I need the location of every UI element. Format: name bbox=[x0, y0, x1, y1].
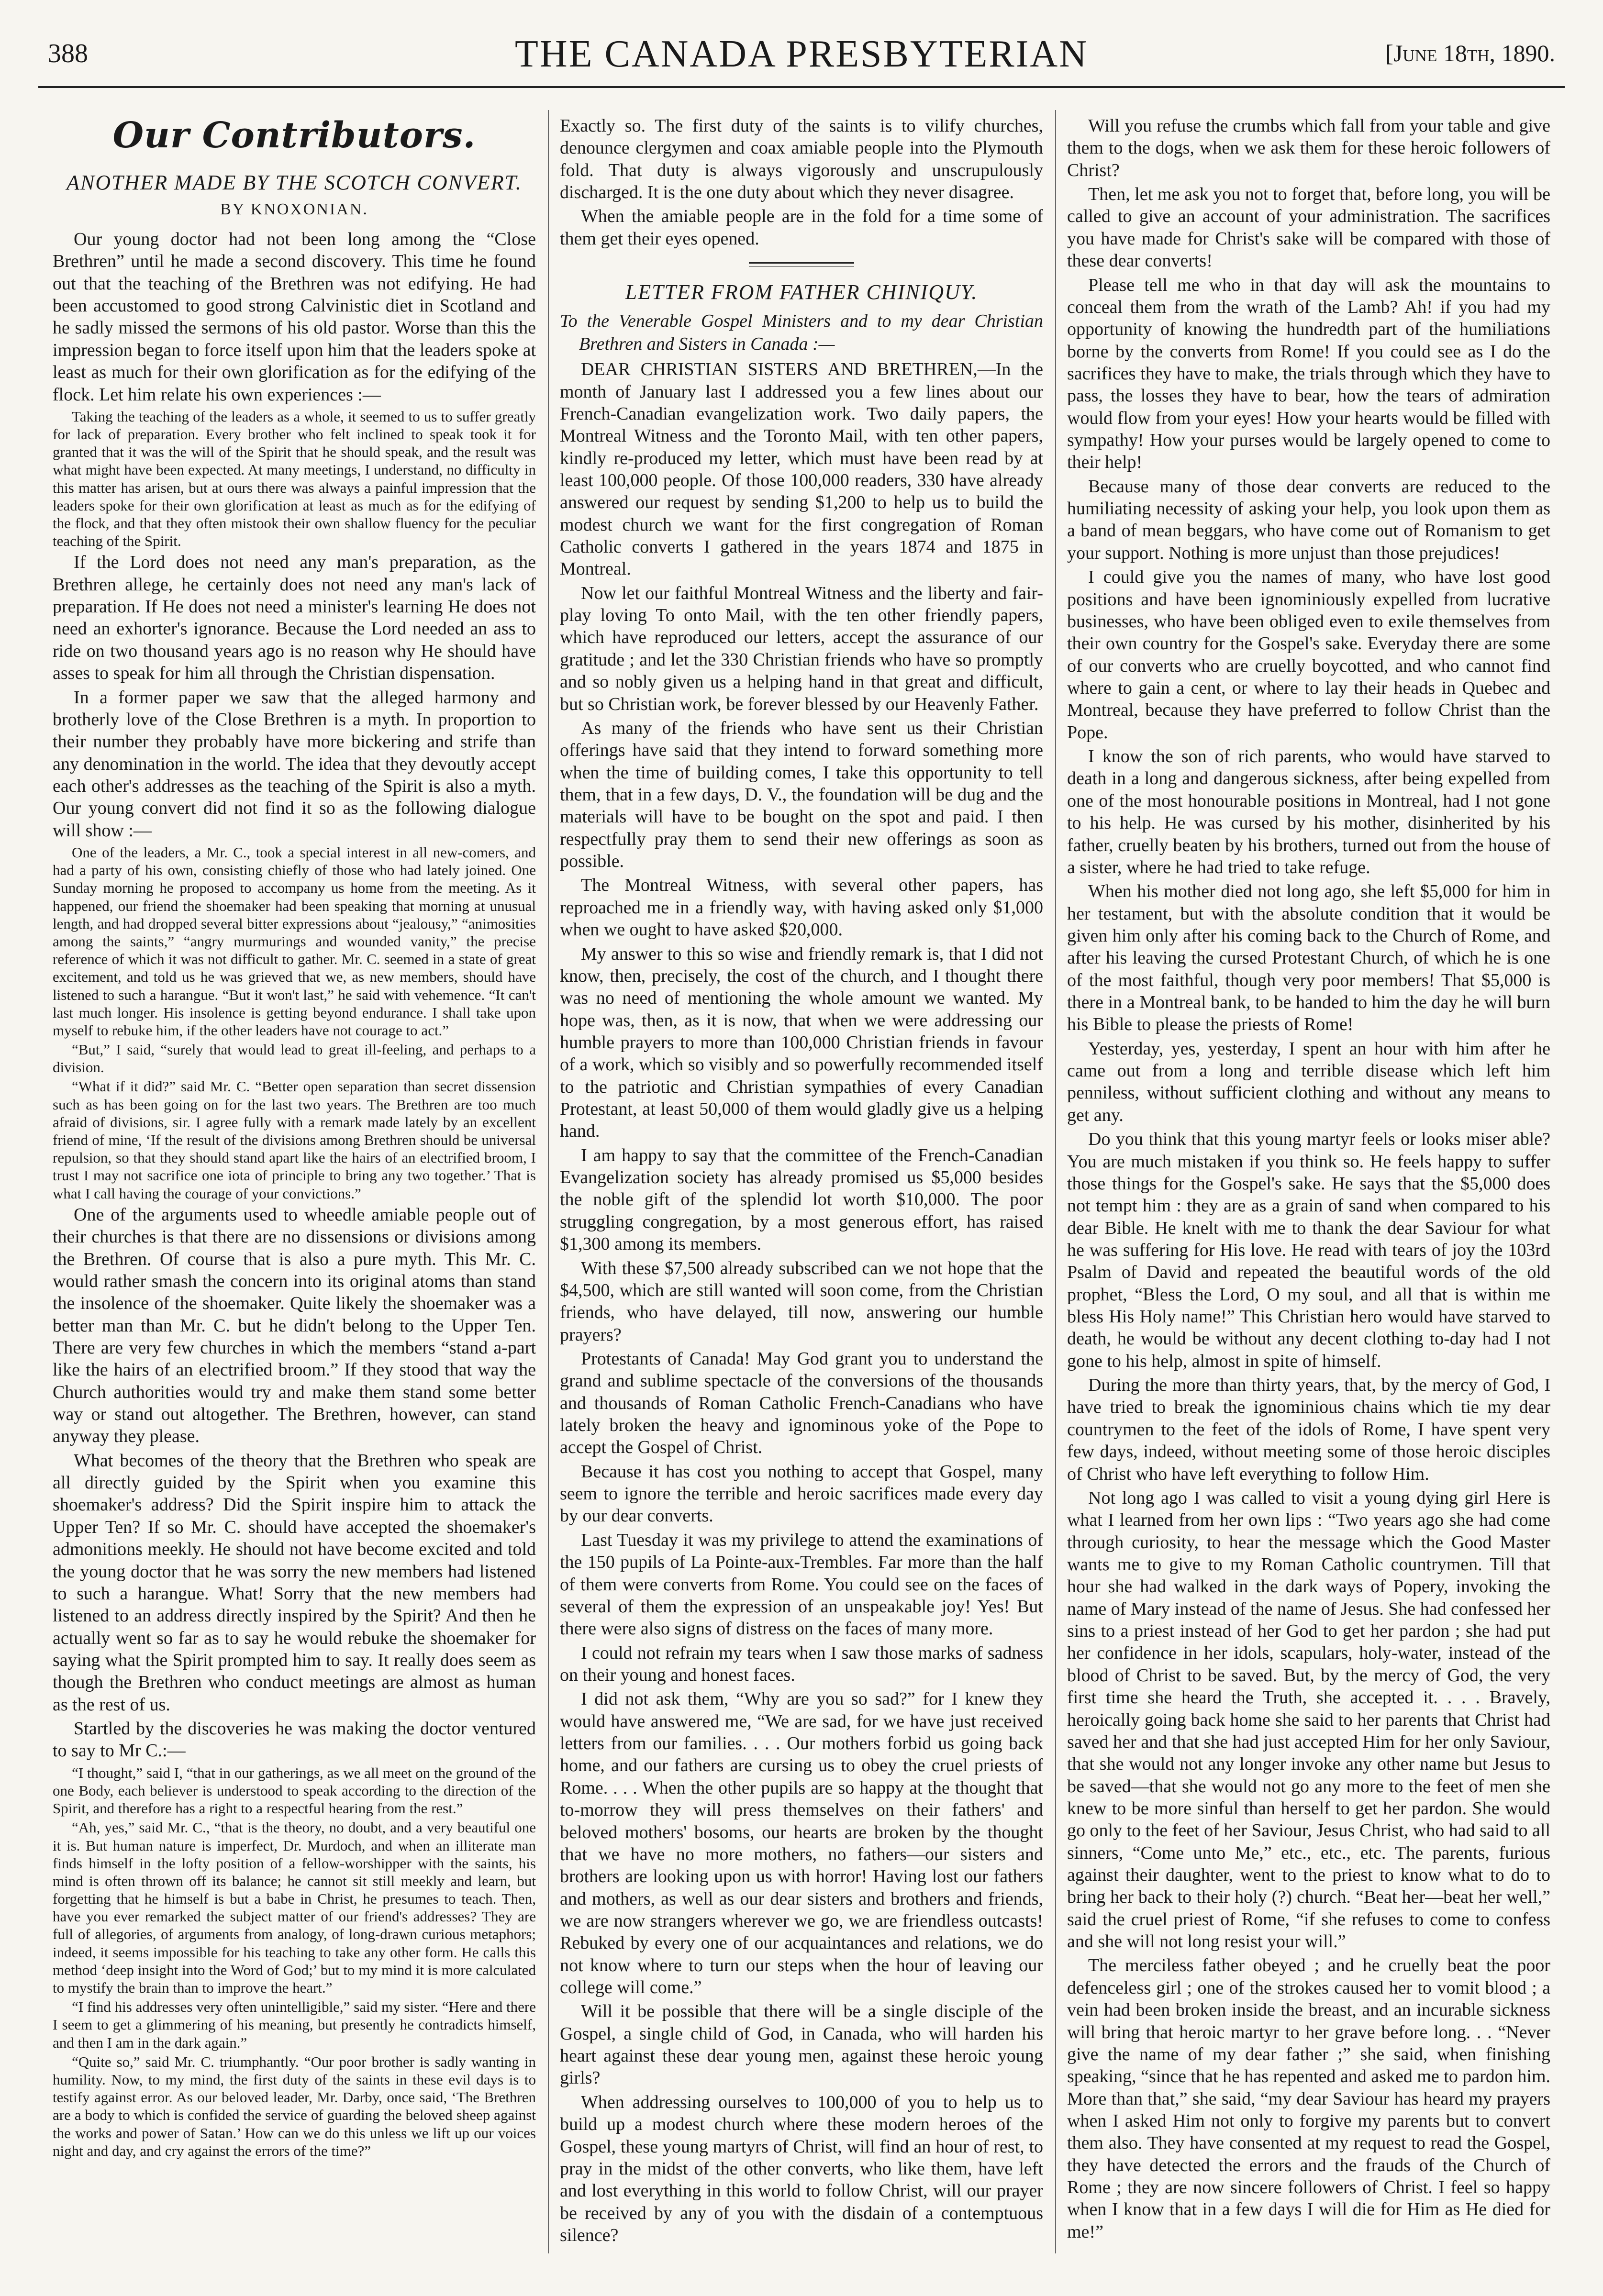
article-title: LETTER FROM FATHER CHINIQUY. bbox=[625, 280, 978, 304]
column-2 bbox=[560, 115, 1043, 2258]
paragraph: With these $7,500 already subscribed can we not hope that the $4,500, which are still wanted will soon come, from the Christian friends, who have delayed, till now, answering our humble prayers? bbox=[560, 1258, 1043, 1345]
paragraph: Then, let me ask you not to forget that, before long, you will be called to give an account of your administration. The sacrifices you have made for Christ's sake will be compared with those of these dear converts! bbox=[1067, 184, 1550, 271]
paragraph: What becomes of the theory that the Brethren who speak are all directly guided by the Spirit when you examine this shoemaker's address? Did the Spirit inspire him to attack the Upper Ten? If so Mr. C. should have accepted the shoemaker's admonitions meekly. He should not have become excited and told the young doctor that he was sorry the new members had listened to such a harangue. What! Sorry that the new members had listened to an address directly inspired by the Spirit? And then he actually went so far as to say he would rebuke the shoemaker for saying what the Spirit prompted him to say. It really does seem as though the Brethren who conduct meetings are almost as human as the rest of us. bbox=[53, 1450, 536, 1715]
paragraph: Will you refuse the crumbs which fall from your table and give them to the dogs, when we ask them for these heroic followers of Christ? bbox=[1067, 116, 1550, 180]
article-body bbox=[560, 358, 1043, 2246]
paragraph: Protestants of Canada! May God grant you to understand the grand and sublime spectacle of the conversions of the thousands and thousands of Roman Catholic French-Canadians who have lately broken the heavy and ignominous yoke of the Pope to accept the Gospel of Christ. bbox=[560, 1348, 1043, 1458]
paragraph: Yesterday, yes, yesterday, I spent an hour with him after he came out from a long and terrible disease which left him penniless, without sufficient clothing and without any means to get any. bbox=[1067, 1038, 1550, 1125]
column-divider bbox=[1055, 110, 1056, 2253]
paragraph: As many of the friends who have sent us their Christian offerings have said that they intend to forward something more when the time of building comes, I take this opportunity to tell them, that in a few days, D. V., the foundation will be dug and the materials will have to be bought on the spot and paid. I then respectfully pray them to send their new offerings as soon as possible. bbox=[560, 718, 1043, 872]
paragraph: Not long ago I was called to visit a young dying girl Here is what I learned from her own lips : “Two years ago she had come through curiosity, to hear the message which the Good Master wants me to give to my Roman Catholic countrymen. Till that hour she had walked in the dark ways of Popery, invoking the name of Mary instead of the name of Jesus. She had confessed her sins to a priest instead of her God to get her pardon ; she had put her confidence in her idols, scapulars, holy-water, instead of the blood of Christ to be saved. But, by the mercy of God, the very first time she heard the Truth, she accepted it. . . . Bravely, heroically going back home she said to her parents that Christ had saved her and that she had just accepted Him for her only Saviour, that she would not any longer invoke any other name but Jesus to be saved—that she would not go any more to the feet of men she knew to be more sinful than herself to get her pardon. She would go only to the feet of her Saviour, Jesus Christ, who had said to all sinners, “Come unto Me,” etc., etc., etc. The parents, furious against their daughter, went to the priest to know what to do to bring her back to their holy (?) church. “Beat her—beat her well,” said the cruel priest of Rome, “if she refuses to come to confess and she will not long resist your will.” bbox=[1067, 1487, 1550, 1952]
paragraph: “But,” I said, “surely that would lead to great ill-feeling, and perhaps to a division. bbox=[53, 1041, 536, 1076]
paragraph: I did not ask them, “Why are you so sad?” for I knew they would have answered me, “We are sad, for we have just received letters from our families. . . . Our mothers forbid us going back home, and our fathers are cursing us to obey the cruel priests of Rome. . . . When the other pupils are so happy at the thought that to-morrow they will press themselves on their fathers' and beloved mothers' bosoms, our hearts are broken by the thought that we have no more mothers, no fathers—our sisters and brothers are looking upon us with horror! Having lost our fathers and mothers, as well as our dear sisters and brothers and friends, we are now strangers wherever we go, we are friendless outcasts! Rebuked by every one of our acquaintances and relations, we do not know where to turn our steps when the hour of leaving our college will come.” bbox=[560, 1689, 1043, 1998]
paragraph: I could give you the names of many, who have lost good positions and have been ignominiously expelled from lucrative businesses, who have been obliged even to exile themselves from their own country for the Gospel's sake. Everyday there are some of our converts who are cruelly boycotted, and who cannot find where to gain a cent, or where to lay their heads in Quebec and Montreal, because they have preferred to follow Christ than the Pope. bbox=[1067, 567, 1550, 743]
issue-date: [June 18th, 1890. bbox=[1385, 40, 1555, 67]
paragraph: DEAR CHRISTIAN SISTERS AND BRETHREN,—In the month of January last I addressed you a few lines about our French-Canadian evangelization work. Two daily papers, the Montreal Witness and the Toronto Mail, with ten other papers, kindly re-produced my letter, which must have been read by at least 100,000 people. Of those 100,000 readers, 330 have already answered our request by sending $1,200 to help us to build the modest church we want for the first congregation of Roman Catholic converts I gathered in the years 1874 and 1875 in Montreal. bbox=[560, 359, 1043, 579]
paragraph: When his mother died not long ago, she left $5,000 for him in her testament, but with the absolute condition that it would be given him only after his coming back to the Church of Rome, and after his leaving the cursed Protestant Church, of which he is one of the most faithful, though very poor members! That $5,000 is there in a Montreal bank, to be handed to him the day he will burn his Bible to please the priests of Rome! bbox=[1067, 881, 1550, 1035]
paragraph: Please tell me who in that day will ask the mountains to conceal them from the wrath of the Lamb? Ah! if you had my opportunity of knowing the hundredth part of the humiliations borne by the converts from Rome! If you could see as I do the sacrifices they have to make, the trials through which they have to pass, the losses they have to bear, how the tears of admiration would flow from your eyes! How your hearts would be filled with sympathy! How your purses would be largely opened to come to their help! bbox=[1067, 275, 1550, 473]
column-divider bbox=[548, 110, 549, 2253]
paragraph: “Ah, yes,” said Mr. C., “that is the theory, no doubt, and a very beautiful one it is. But human nature is imperfect, Dr. Murdoch, and when an illiterate man finds himself in the lofty position of a fellow-worshipper with the saints, his mind is often thrown off its balance; he cannot sit still meekly and learn, but forgetting that he himself is but a babe in Christ, he presumes to teach. Then, have you ever remarked the subject matter of our friend's addresses? They are full of allegories, of arguments from analogy, of long-drawn curious metaphors; indeed, it seems impossible for his teaching to take any other form. He calls this method ‘deep insight into the Word of God;’ but to my mind it is more calculated to mystify the brain than to improve the heart.” bbox=[53, 1819, 536, 1997]
article-body-continued bbox=[560, 115, 1043, 250]
paragraph: Startled by the discoveries he was making the doctor ventured to say to Mr C.:— bbox=[53, 1719, 536, 1761]
paragraph: I could not refrain my tears when I saw those marks of sadness on their young and honest faces. bbox=[560, 1642, 1043, 1685]
paragraph: “Quite so,” said Mr. C. triumphantly. “Our poor brother is sadly wanting in humility. Now, to my mind, the first duty of the saints in these evil days is to testify against error. As our beloved leader, Mr. Darby, once said, ‘The Brethren are a body to which is confided the service of guarding the beloved sheep against the works and power of Satan.’ How can we do this unless we lift up our voices night and day, and cry against the errors of the time?” bbox=[53, 2053, 536, 2159]
paragraph: Exactly so. The first duty of the saints is to vilify churches, denounce clergymen and coax amiable people into the Plymouth fold. That duty is always vigorously and unscrupulously discharged. It is the one duty about which they never disagree. bbox=[560, 116, 1043, 203]
paragraph: One of the arguments used to wheedle amiable people out of their churches is that there are no dissensions or divisions among the Brethren. Of course that is also a pure myth. This Mr. C. would rather smash the concern into its original atoms than stand the insolence of the shoemaker. Quite likely the shoemaker was a better man than Mr. C. but he didn't belong to the Upper Ten. There are very few churches in which the members “stand a-part like the hairs of an electrified broom.” If they stood that way the Church authorities would try and make them stand some better way or stand out altogether. The Brethren, however, can stand anyway they please. bbox=[53, 1204, 536, 1447]
page-header bbox=[38, 29, 1565, 86]
paragraph: Our young doctor had not been long among the “Close Brethren” until he made a second discovery. This time he found out that the teaching of the Brethren was not edifying. He had been accustomed to good strong Calvinistic diet in Scotland and he sadly missed the sermons of his old pastor. Worse than this the impression began to force itself upon him that the leaders spoke at least as much for their own glorification as for the edifying of the flock. Let him relate his own experiences :— bbox=[53, 229, 536, 405]
article-title: ANOTHER MADE BY THE SCOTCH CONVERT. bbox=[67, 171, 522, 194]
paragraph: Because many of those dear converts are reduced to the humiliating necessity of asking your help, you look upon them as a band of mean beggars, who have come out of Romanism to get your support. Nothing is more unjust than those prejudices! bbox=[1067, 476, 1550, 563]
paragraph: Because it has cost you nothing to accept that Gospel, many seem to ignore the terrible and heroic sacrifices made every day by our dear converts. bbox=[560, 1461, 1043, 1526]
paragraph: When the amiable people are in the fold for a time some of them get their eyes opened. bbox=[560, 206, 1043, 249]
paragraph: Do you think that this young martyr feels or looks miser able? You are much mistaken if you think so. He feels happy to suffer those things for the Gospel's sake. He says that the $5,000 does not tempt him : they are as a grain of sand when compared to his dear Bible. He knelt with me to thank the dear Saviour for what he was suffering for His love. He read with tears of joy the 103rd Psalm of David and repeated the beautiful words of the old prophet, “Bless the Lord, O my soul, and all that is within me bless His Holy name!” This Christian hero would have starved to death, he would be without any decent clothing to-day had I not gone to his help, almost in spite of himself. bbox=[1067, 1129, 1550, 1371]
paragraph: In a former paper we saw that the alleged harmony and brotherly love of the Close Brethren is a myth. In proportion to their number they probably have more bickering and strife than any denomination in the world. The idea that they devoutly accept each other's addresses as the teaching of the Spirit is also a myth. Our young convert did not find it so as the following dialogue will show :— bbox=[53, 687, 536, 841]
paragraph: If the Lord does not need any man's preparation, as the Brethren allege, he certainly does not need any man's lack of preparation. If He does not need a minister's learning He does not need an exhorter's ignorance. Because the Lord needed an ass to ride on two thousand years ago is no reason why He should have asses to speak for him all through the Christian dispensation. bbox=[53, 552, 536, 684]
paragraph: During the more than thirty years, that, by the mercy of God, I have tried to break the ignominious chains which tie my dear countrymen to the feet of the idols of Rome, I have spent very few days, indeed, without meeting some of those heroic disciples of Christ who have left everything to follow Him. bbox=[1067, 1375, 1550, 1484]
publication-title: THE CANADA PRESBYTERIAN bbox=[515, 33, 1088, 75]
page-number: 388 bbox=[48, 39, 88, 68]
article-body-continued bbox=[1067, 115, 1550, 2243]
paragraph: The merciless father obeyed ; and he cruelly beat the poor defenceless girl ; one of the strokes caused her to vomit blood ; a vein had been broken inside the breast, and an incurable sickness will bring that heroic martyr to her grave before long. . . “Never give the name of my dear father ;” she said, when finishing speaking, “since that he has repented and asked me to pardon him. More than that,” she said, “my dear Saviour has heard my prayers when I asked Him not only to forgive my parents but to convert them also. They have consented at my request to read the Gospel, they have detected the errors and the frauds of the Church of Rome ; they are now sincere followers of Christ. I feel so happy when I know that in a few days I will die for Him as He died for me!” bbox=[1067, 1955, 1550, 2242]
paragraph: “I find his addresses very often unintelligible,” said my sister. “Here and there I seem to get a glimmering of his meaning, but presently he contradicts himself, and then I am in the dark again.” bbox=[53, 1998, 536, 2051]
article-salutation: To the Venerable Gospel Ministers and to my dear Christian Brethren and Sisters in Canada :— bbox=[560, 311, 1043, 354]
article-body bbox=[53, 228, 536, 2160]
paragraph: “What if it did?” said Mr. C. “Better open separation than secret dissension such as has been going on for the last two years. The Brethren are too much afraid of divisions, sir. I agree fully with a remark made lately by an excellent friend of mine, ‘If the result of the divisions among Brethren should be universal repulsion, so that they should stand apart like the hairs of an electrified broom, I trust I may not sacrifice one iota of principle to bring any two together.’ That is what I call having the courage of your convictions.” bbox=[53, 1078, 536, 1202]
paragraph: I know the son of rich parents, who would have starved to death in a long and dangerous sickness, after being expelled from one of the most honourable positions in Montreal, had I not gone to his help. He was cursed by his mother, disinherited by his father, cruelly beaten by his brothers, turned out from the house of a sister, where he had tried to take refuge. bbox=[1067, 746, 1550, 877]
paragraph: One of the leaders, a Mr. C., took a special interest in all new-comers, and had a party of his own, consisting chiefly of those who had lately joined. One Sunday morning he proposed to accompany us home from the meeting. As it happened, our friend the shoemaker had been speaking that morning at unusual length, and had dropped several bitter expressions about “jealousy,” “animosities among the saints,” “angry murmurings and wounded vanity,” the precise reference of which it was not difficult to gather. Mr. C. seemed in a state of great excitement, and told us he was grieved that we, as new members, should have listened to such a harangue. “But it won't last,” he said with vehemence. “It can't last much longer. His insolence is getting beyond endurance. I shall take upon myself to rebuke him, if the other leaders have not courage to act.” bbox=[53, 844, 536, 1039]
article-byline: BY KNOXONIAN. bbox=[220, 200, 368, 218]
paragraph: Taking the teaching of the leaders as a whole, it seemed to us to suffer greatly for lack of preparation. Every brother who felt inclined to speak took it for granted that it was the will of the Spirit that he should speak, and the result was what might have been expected. At many meetings, I understand, no difficulty in this matter has arisen, but at ours there was always a painful impression that the leaders spoke for their own glorification at least as much as for the edifying of the flock, and that they often mistook their own shallow fluency for the peculiar teaching of the Spirit. bbox=[53, 408, 536, 550]
section-title: Our Contributors. bbox=[112, 115, 476, 156]
paragraph: Will it be possible that there will be a single disciple of the Gospel, a single child of God, in Canada, who will harden his heart against these dear young men, against these heroic young girls? bbox=[560, 2001, 1043, 2088]
newspaper-page bbox=[38, 29, 1565, 2268]
paragraph: Last Tuesday it was my privilege to attend the examinations of the 150 pupils of La Pointe-aux-Trembles. Far more than the half of them were converts from Rome. You could see on the faces of several of them the expression of an unspeakable joy! Yes! But there were also signs of distress on the faces of many more. bbox=[560, 1530, 1043, 1639]
header-rule bbox=[38, 86, 1565, 88]
column-1 bbox=[53, 115, 536, 2258]
paragraph: I am happy to say that the committee of the French-Canadian Evangelization society has already promised us $5,000 besides the noble gift of the splendid lot worth $10,000. The poor struggling congregation, by a most generous effort, has raised $1,300 among its members. bbox=[560, 1145, 1043, 1254]
paragraph: Now let our faithful Montreal Witness and the liberty and fair-play loving To onto Mail, with the ten other friendly papers, which have reproduced our letters, accept the assurance of our gratitude ; and let the 330 Christian friends who have so promptly and so nobly given us a helping hand in that great and difficult, but so Christian work, be forever blessed by our Heavenly Father. bbox=[560, 583, 1043, 714]
paragraph: The Montreal Witness, with several other papers, has reproached me in a friendly way, with having asked only $1,000 when we ought to have asked $20,000. bbox=[560, 875, 1043, 940]
article-separator bbox=[749, 262, 854, 266]
paragraph: “I thought,” said I, “that in our gatherings, as we all meet on the ground of the one Body, each believer is understood to speak according to the direction of the Spirit, and therefore has a right to a respectful hearing from the rest.” bbox=[53, 1764, 536, 1817]
paragraph: My answer to this so wise and friendly remark is, that I did not know, then, precisely, the cost of the church, and I thought there was no need of mentioning the whole amount we wanted. My hope was, then, as it is now, that when we were addressing our humble prayers to more than 100,000 Christian friends in favour of a work, which so visibly and so powerfully recommended itself to the patriotic and Christian sympathies of every Canadian Protestant, at least 50,000 of them would gladly give us a helping hand. bbox=[560, 943, 1043, 1142]
paragraph: When addressing ourselves to 100,000 of you to help us to build up a modest church where these modern heroes of the Gospel, these young martyrs of Christ, will find an hour of rest, to pray in the midst of the other converts, who like them, have left and lost everything in this world to follow Christ, will our prayer be received by any of you with the disdain of a contemptuous silence? bbox=[560, 2092, 1043, 2245]
column-3 bbox=[1067, 115, 1550, 2258]
